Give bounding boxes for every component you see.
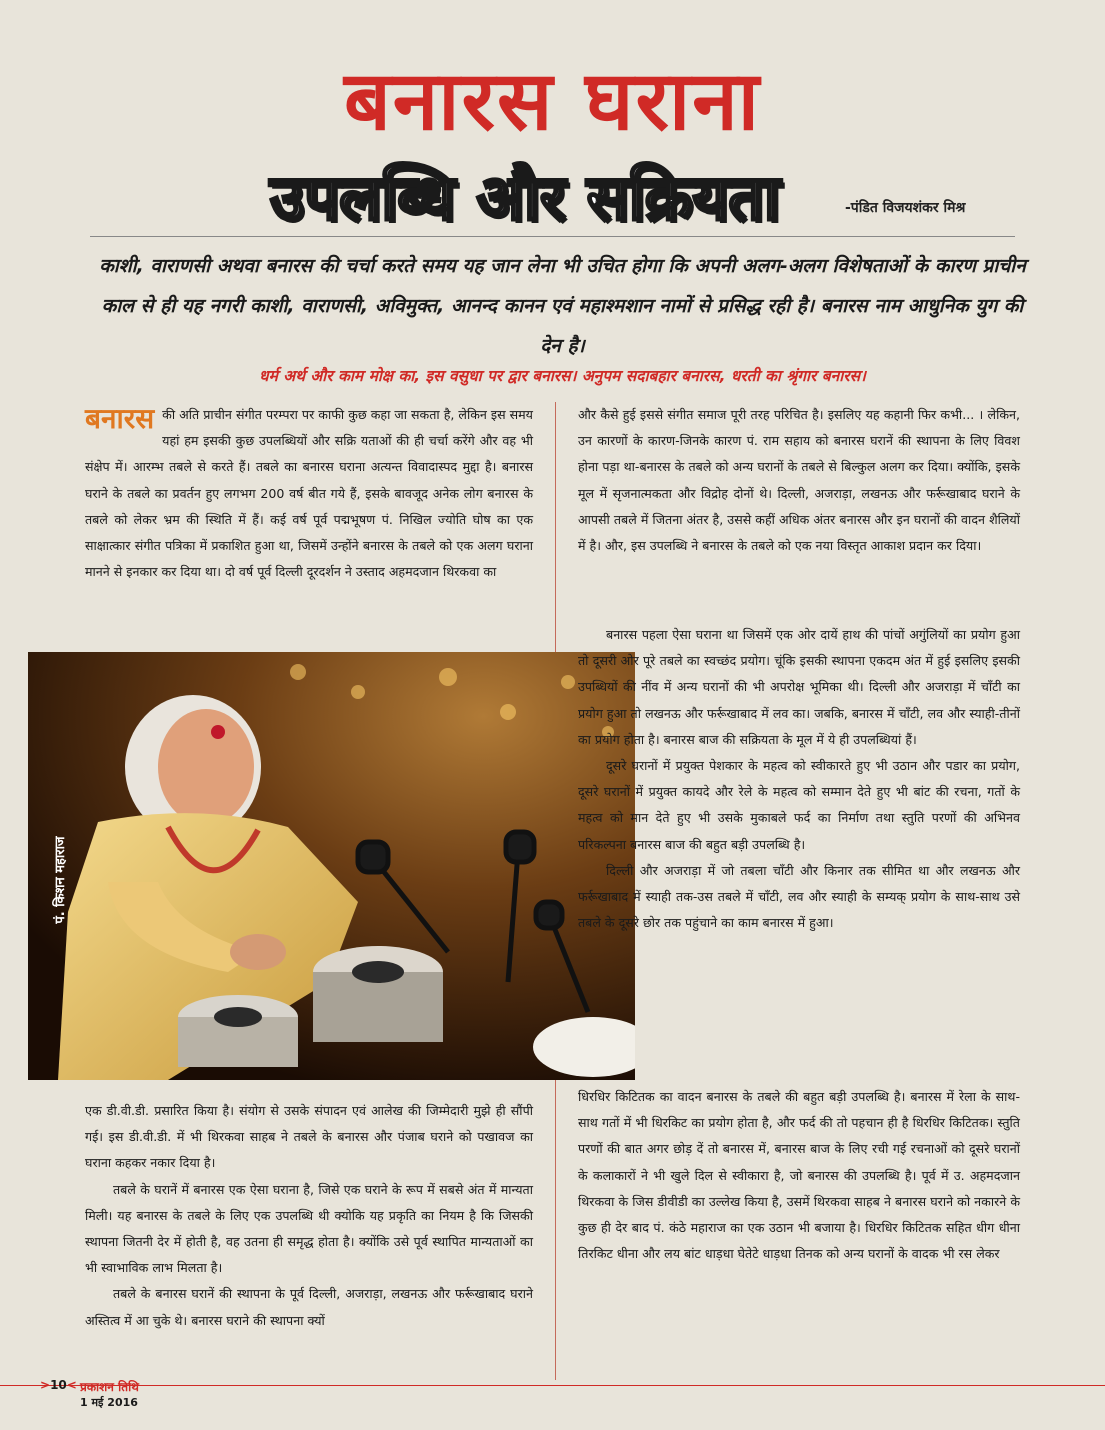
article-paragraph: बनारस पहला ऐसा घराना था जिसमें एक ओर दायें हाथ की पांचों अगुंलियों का प्रयोग हुआ तो दूसरी ओर पूरे तबले का स्वच्छंद प्रयोग। चूंकि इसकी स्थापना एकदम अंत में हुई इसलिए इसकी उपब्धियों की नींव में अन्य घरानों की भी अपरोक्ष भूमिका थी। दिल्ली और अजराड़ा में चाँटी का प्रयोग हुआ तो लखनऊ और फर्रूखाबाद में लव का। जबकि, बनारस में चाँटी, लव और स्याही-तीनों का प्रयोग होता है। बनारस बाज की सक्रियता के मूल में ये ही उपलब्धियां हैं। <box>578 627 1020 747</box>
photo-caption: पं. किशन महाराज <box>53 836 68 924</box>
publication-date: 1 मई 2016 <box>80 1396 138 1409</box>
dropcap-word: बनारस <box>85 402 155 435</box>
portrait-photo <box>28 652 635 1080</box>
column-right-top <box>578 402 1020 559</box>
author-byline: -पंडित विजयशंकर मिश्र <box>845 200 966 216</box>
article-paragraph: की अति प्राचीन संगीत परम्परा पर काफी कुछ कहा जा सकता है, लेकिन इस समय यहां हम इसकी कुछ उपलब्धियों और सक्रि यताओं की ही चर्चा करेंगे और वह भी संक्षेप में। आरम्भ तबले से करते हैं। तबले का बनारस घराना अत्यन्त विवादास्पद मुद्दा है। बनारस घराने के तबले का प्रवर्तन हुए लगभग 200 वर्ष बीत गये हैं, इसके बावजूद अनेक लोग बनारस के तबले को लेकर भ्रम की स्थिति में हैं। कई वर्ष पूर्व पद्मभूषण पं. निखिल ज्योति घोष का एक साक्षात्कार संगीत पत्रिका में प्रकाशित हुआ था, जिसमें उन्होंने बनारस के तबले को एक अलग घराना मानने से इनकार कर दिया था। दो वर्ष पूर्व दिल्ली दूरदर्शन ने उस्ताद अहमदजान थिरकवा का <box>85 407 533 580</box>
tabla-player-illustration <box>28 652 635 1080</box>
publication-date-label: प्रकाशन तिथि <box>80 1380 139 1394</box>
column-right-bottom <box>578 1084 1020 1267</box>
header-divider <box>90 236 1015 237</box>
column-right-middle <box>578 622 1020 936</box>
article-paragraph: तबले के बनारस घरानें की स्थापना के पूर्व दिल्ली, अजराड़ा, लखनऊ और फर्रूखाबाद घराने अस्तित्व में आ चुके थे। बनारस घराने की स्थापना क्यों <box>85 1286 533 1328</box>
article-paragraph: तबले के घरानें में बनारस एक ऐसा घराना है, जिसे एक घराने के रूप में सबसे अंत में मान्यता मिली। यह बनारस के तबले के लिए एक उपलब्धि थी क्योकि यह प्रकृति का नियम है कि जिसकी स्थापना जितनी देर में होती है, वह उतना ही समृद्ध होता है। क्योंकि उसे पूर्व स्थापित मान्यताओं का भी स्वाभाविक लाभ मिलता है। <box>85 1181 533 1276</box>
column-divider <box>555 402 556 652</box>
article-paragraph: धिरधिर किटितक का वादन बनारस के तबले की बहुत बड़ी उपलब्धि है। बनारस में रेला के साथ-साथ गतों में भी धिरकिट का प्रयोग होता है, और फर्द की तो पहचान ही है धिरधिर किटितक। स्तुति परणों की बात अगर छोड़ दें तो बनारस में, बनारस बाज के लिए रची गई रचनाओं को दूसरे घरानों के कलाकारों ने भी खुले दिल से स्वीकारा है, जो बनारस की उपलब्धि है। पूर्व में उ. अहमदजान थिरकवा के जिस डीवीडी का उल्लेख किया है, उसमें थिरकवा साहब ने बनारस घराने को नकारने के कुछ ही देर बाद पं. कंठे महाराज का एक उठान भी बजाया है। धिरधिर किटितक सहित धीग धीना तिरकिट धीना और लय बांट धाड़धा घेतेटे धाड़धा तिनक को अन्य घरानों के वादक भी रस लेकर <box>578 1089 1020 1262</box>
page-number: >10< <box>40 1378 77 1392</box>
article-paragraph: और कैसे हुई इससे संगीत समाज पूरी तरह परिचित है। इसलिए यह कहानी फिर कभी... । लेकिन, उन कारणों के कारण-जिनके कारण पं. राम सहाय को बनारस घरानें की स्थापना के लिए विवश होना पड़ा था-बनारस के तबले को अन्य घरानों के तबले से बिल्कुल अलग कर दिया। क्योंकि, इसके मूल में सृजनात्मकता और विद्रोह दोनों थे। दिल्ली, अजराड़ा, लखनऊ और फर्रूखाबाद घराने के आपसी तबले में जितना अंतर है, उससे कहीं अधिक अंतर बनारस और इन घरानों की वादन शैलियों में है। और, इस उपलब्धि ने बनारस के तबले को एक नया विस्तृत आकाश प्रदान कर दिया। <box>578 407 1020 554</box>
article-paragraph: एक डी.वी.डी. प्रसारित किया है। संयोग से उसके संपादन एवं आलेख की जिम्मेदारी मुझे ही सौंपी गई। इस डी.वी.डी. में भी थिरकवा साहब ने तबले के बनारस और पंजाब घराने को पखावज का घराना कहकर नकार दिया है। <box>85 1103 533 1171</box>
article-paragraph: दूसरे घरानों में प्रयुक्त पेशकार के महत्व को स्वीकारते हुए भी उठान और पडार का प्रयोग, दूसरे घरानों में प्रयुक्त कायदे और रेले के महत्व को सम्मान देते हुए भी बांट की रचना, गतों के महत्व को मान देते हुए भी उसके मुकाबले फर्द का निर्माण तथा स्तुति परणों की अभिनव परिकल्पना बनारस बाज की बहुत बड़ी उपलब्धि है। <box>578 758 1020 852</box>
intro-paragraph: काशी, वाराणसी अथवा बनारस की चर्चा करते समय यह जान लेना भी उचित होगा कि अपनी अलग-अलग विशेषताओं के कारण प्राचीन काल से ही यह नगरी काशी, वाराणसी, अविमुक्त, आनन्द कानन एवं महाश्मशान नामों से प्रसिद्ध रही है। बनारस नाम आधुनिक युग की देन है। <box>99 255 1026 357</box>
tagline-couplet: धर्म अर्थ और काम मोक्ष का, इस वसुधा पर द्वार बनारस। अनुपम सदाबहार बनारस, धरती का श्रृंगार बनारस। <box>259 367 866 385</box>
article-paragraph: दिल्ली और अजराड़ा में जो तबला चाँटी और किनार तक सीमित था और लखनऊ और फर्रूखाबाद में स्याही तक-उस तबले में चाँटी, लव और स्याही के सम्यक् प्रयोग के साथ-साथ उसे तबले के दूसरे छोर तक पहुंचाने का काम बनारस में हुआ। <box>578 862 1020 931</box>
article-title: बनारस घराना <box>343 54 762 149</box>
column-left-bottom <box>85 1098 533 1334</box>
column-divider <box>555 1080 556 1380</box>
article-subtitle: उपलब्धि और सक्रियता <box>270 161 780 234</box>
footer-divider <box>0 1385 1105 1386</box>
column-left-top <box>85 402 533 585</box>
